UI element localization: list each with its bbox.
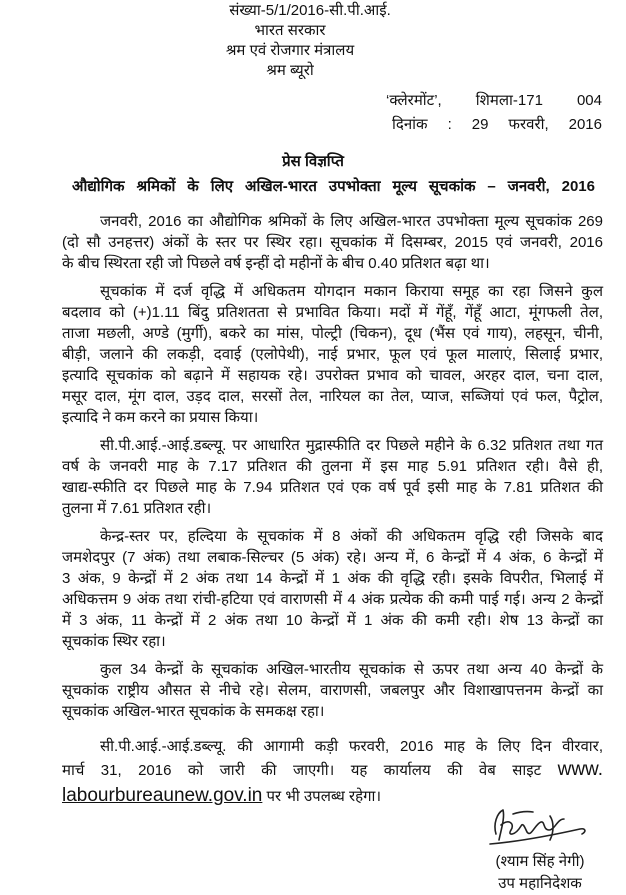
paragraph-line: अधिकत्तम 9 अंक तथा रांची-हटिया एवं वाराणसी में 4 अंक प्रत्येक की कमी पाई गई। अन्य 2 केन्द्रों xyxy=(62,591,603,608)
paragraph-line: 3 अंक, 9 केन्द्रों में 2 अंक तथा 14 केन्द्रों में 1 अंक की वृद्धि रही। इसके विपरीत, भिलाई में xyxy=(62,570,603,587)
signature-drawing xyxy=(484,806,594,852)
website-url-link[interactable]: labourbureaunew.gov.in xyxy=(62,785,263,806)
paragraph-line: सूचकांक स्थिर रहा। xyxy=(62,633,166,650)
paragraph-line: सी.पी.आई.-आई.डब्ल्यू. पर आधारित मुद्रास्फीति दर पिछले महीने के 6.32 प्रतिशत तथा गत xyxy=(100,437,603,454)
paragraph-line: ताजा मछली, अण्डे (मुर्गी), बकरे का मांस, पोल्ट्री (चिकन), दूध (भैंस एवं गाय), लहसून, चीनी, xyxy=(62,325,603,342)
paragraph-4 xyxy=(62,526,603,652)
bureau-name: श्रम ब्यूरो xyxy=(266,62,314,79)
paragraph-line: तुलना में 7.61 प्रतिशत रही। xyxy=(62,500,212,517)
paragraph-5 xyxy=(62,659,603,722)
paragraph-line: (दो सौ उनहत्तर) अंकों के स्तर पर स्थिर रहा। सूचकांक में दिसम्बर, 2015 एवं जनवरी, 2016 xyxy=(62,234,603,251)
paragraph-line-text: मार्च 31, 2016 को जारी की जाएगी। यह कार्यालय की वेब साइट xyxy=(62,762,542,779)
signatory-block xyxy=(478,851,602,895)
letterhead xyxy=(0,1,580,81)
signatory-name: (श्याम सिंह नेगी) xyxy=(495,853,585,870)
paragraph-line: जमशेदपुर (7 अंक) तथा लबाक-सिल्चर (5 अंक) रहे। अन्य में, 6 केन्द्रों में 4 अंक, 6 केन्द्रों में xyxy=(62,549,603,566)
paragraph-1 xyxy=(62,211,603,274)
paragraph-line: केन्द्र-स्तर पर, हल्दिया के सूचकांक में 8 अंकों की अधिकतम वृद्धि रही जिसके बाद xyxy=(100,528,603,545)
paragraph-line: सी.पी.आई.-आई.डब्ल्यू. की आगामी कड़ी फरवरी, 2016 माह के लिए दिन वीरवार, xyxy=(100,738,603,755)
paragraph-line: इत्यादि ने कम करने का प्रयास किया। xyxy=(62,409,259,426)
signature-stroke xyxy=(501,819,564,834)
office-address: ‘क्लेरमोंट’, शिमला-171 004 xyxy=(386,92,602,109)
press-release-label: प्रेस विज्ञप्ति xyxy=(282,153,344,170)
paragraph-line: में 3 अंक, 11 केन्द्रों में 2 अंक तथा 10 केन्द्रों में 1 अंक की कमी रही। शेष 13 केन्द्रों का xyxy=(62,612,603,629)
paragraph-6 xyxy=(62,736,603,810)
paragraph-line: सूचकांक में दर्ज वृद्धि में अधिकतम योगदान मकान किराया समूह का रहा जिसने कुल xyxy=(100,283,603,300)
release-date: दिनांक : 29 फरवरी, 2016 xyxy=(392,116,602,133)
paragraph-line xyxy=(62,758,603,783)
paragraph-line-text: पर भी उपलब्ध रहेगा। xyxy=(266,788,382,805)
paragraph-line: मसूर दाल, मूंग दाल, उड़द दाल, सरसों तेल, नारियल का तेल, प्याज, सब्जियां एवं फल, पैट्रोल, xyxy=(62,388,603,405)
paragraph-line: बदलाव को (+)1.11 बिंदु प्रतिशतता से प्रभावित किया। मदों में गेंहूँ, गेंहूँ आटा, मूंगफली तेल, xyxy=(62,304,603,321)
ministry-name: श्रम एवं रोजगार मंत्रालय xyxy=(225,42,355,59)
paragraph-line: सूचकांक राष्ट्रीय औसत से नीचे रहे। सेलम, वाराणसी, जबलपुर और विशाखापत्तनम केन्द्रों का xyxy=(62,682,603,699)
press-release-title: औद्योगिक श्रमिकों के लिए अखिल-भारत उपभोक्ता मूल्य सूचकांक – जनवरी, 2016 xyxy=(72,178,595,195)
address-block xyxy=(386,89,602,137)
paragraph-2 xyxy=(62,281,603,428)
paragraph-line: सूचकांक अखिल-भारत सूचकांक के समकक्ष रहा। xyxy=(62,703,325,720)
website-url-prefix[interactable]: www. xyxy=(557,759,603,780)
paragraph-line: खाद्य-स्फीति दर पिछले माह के 7.94 प्रतिशत एवं एक वर्ष पूर्व इसी माह के 7.81 प्रतिशत की xyxy=(62,479,603,496)
paragraph-line: इत्यादि सूचकांक को बढ़ाने में सहायक रहे। उपरोक्त प्रभाव को चावल, अरहर दाल, चना दाल, xyxy=(62,367,603,384)
signature-stroke xyxy=(513,812,533,814)
signature-stroke xyxy=(495,810,504,840)
signature-stroke xyxy=(490,829,585,844)
paragraph-line: कुल 34 केन्द्रों के सूचकांक अखिल-भारतीय सूचकांक से ऊपर तथा अन्य 40 केन्द्रों के xyxy=(100,661,603,678)
paragraph-line: बीड़ी, जलाने की लकड़ी, दवाई (एलोपेथी), नाई प्रभार, फूल एवं फूल मालाएं, सिलाई प्रभार, xyxy=(62,346,603,363)
paragraph-line: वर्ष के जनवरी माह के 7.17 प्रतिशत की तुलना में इस माह 5.91 प्रतिशत रही। वैसे ही, xyxy=(62,458,603,475)
signatory-designation: उप महानिदेशक xyxy=(498,875,582,892)
reference-number: संख्या-5/1/2016-सी.पी.आई. xyxy=(229,2,391,19)
paragraph-line: जनवरी, 2016 का औद्योगिक श्रमिकों के लिए अखिल-भारत उपभोक्ता मूल्य सूचकांक 269 xyxy=(100,213,603,230)
paragraph-line: के बीच स्थिरता रही जो पिछले वर्ष इन्हीं दो महीनों के बीच 0.40 प्रतिशत बढ़ा था। xyxy=(62,255,490,272)
government-name: भारत सरकार xyxy=(254,22,326,39)
signature-stroke xyxy=(550,816,553,840)
paragraph-3 xyxy=(62,435,603,519)
